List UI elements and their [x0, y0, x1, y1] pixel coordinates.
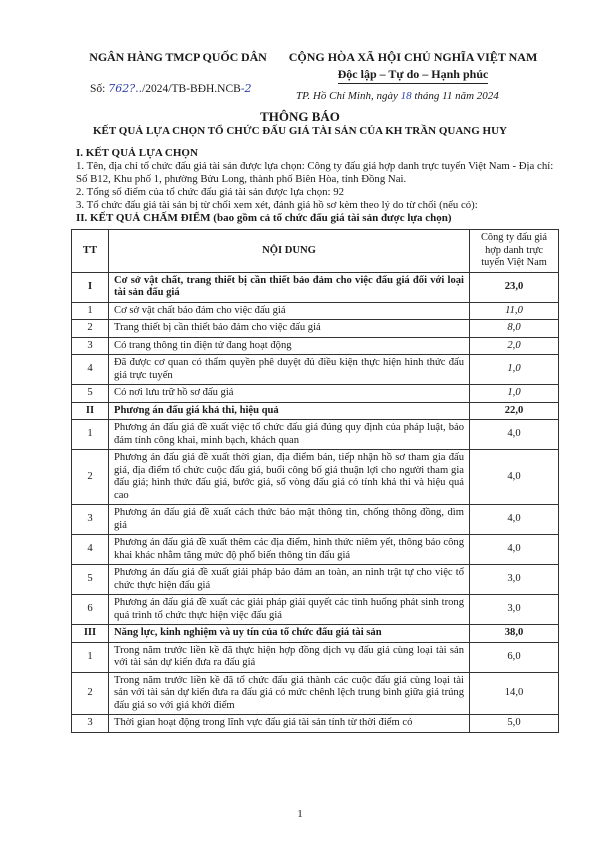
day-handwritten: 18	[400, 90, 412, 102]
section-selection-result	[76, 147, 556, 225]
row-score: 3,0	[470, 565, 559, 595]
table-header-row	[72, 230, 559, 273]
table-row	[72, 337, 559, 355]
table-row	[72, 320, 559, 338]
table-row	[72, 715, 559, 733]
row-tt: 1	[72, 302, 109, 320]
table-row	[72, 402, 559, 420]
row-content: Trang thiết bị cần thiết bảo đảm cho việc đấu giá	[109, 320, 470, 338]
row-content: Cơ sở vật chất, trang thiết bị cần thiết bảo đảm cho việc đấu giá đối với loại tài sản đấu giá	[109, 272, 470, 302]
row-score: 2,0	[470, 337, 559, 355]
table-row	[72, 595, 559, 625]
row-score: 4,0	[470, 420, 559, 450]
section-1-item-3: 3. Tổ chức đấu giá tài sản bị từ chối xem xét, đánh giá hồ sơ kèm theo lý do từ chối (nếu có):	[76, 199, 478, 211]
table-row	[72, 385, 559, 403]
row-content: Năng lực, kinh nghiệm và uy tín của tổ chức đấu giá tài sản	[109, 625, 470, 643]
row-content: Có trang thông tin điện tử đang hoạt động	[109, 337, 470, 355]
col-header-tt: TT	[72, 230, 109, 273]
place-date-prefix: TP. Hồ Chí Minh, ngày	[296, 90, 398, 102]
row-tt: 5	[72, 565, 109, 595]
row-score: 23,0	[470, 272, 559, 302]
table-row	[72, 672, 559, 715]
doc-number-handwritten-tail: -2	[240, 82, 252, 95]
nation-name: CỘNG HÒA XÃ HỘI CHỦ NGHĨA VIỆT NAM	[288, 50, 538, 64]
row-content: Cơ sở vật chất bảo đảm cho việc đấu giá	[109, 302, 470, 320]
row-content: Trong năm trước liền kề đã thực hiện hợp đồng dịch vụ đấu giá cùng loại tài sản với tài sản dự kiến đưa ra đấu giá	[109, 642, 470, 672]
row-tt: 1	[72, 420, 109, 450]
section-2-heading: II. KẾT QUẢ CHẤM ĐIỂM (bao gồm cả tổ chức đấu giá tài sản được lựa chọn)	[76, 212, 452, 224]
row-tt: 2	[72, 320, 109, 338]
row-content: Trong năm trước liền kề đã tổ chức đấu giá thành các cuộc đấu giá cùng loại tài sản với tài sản dự kiến đưa ra đấu giá có mức chênh lệch trung bình giữa giá trúng đấu giá so với giá khởi điểm	[109, 672, 470, 715]
row-score: 11,0	[470, 302, 559, 320]
row-tt: I	[72, 272, 109, 302]
row-score: 4,0	[470, 505, 559, 535]
row-tt: 4	[72, 535, 109, 565]
row-content: Có nơi lưu trữ hồ sơ đấu giá	[109, 385, 470, 403]
row-score: 3,0	[470, 595, 559, 625]
table-row	[72, 642, 559, 672]
national-header	[268, 50, 558, 84]
row-tt: 6	[72, 595, 109, 625]
row-content: Phương án đấu giá đề xuất việc tổ chức đấu giá đúng quy định của pháp luật, bảo đảm tính công khai, minh bạch, khách quan	[109, 420, 470, 450]
row-tt: 3	[72, 715, 109, 733]
row-score: 38,0	[470, 625, 559, 643]
row-content: Phương án đấu giá đề xuất thêm các địa điểm, hình thức niêm yết, thông báo công khai khác nhằm tăng mức độ phổ biến thông tin đấu giá	[109, 535, 470, 565]
row-content: Phương án đấu giá khả thi, hiệu quả	[109, 402, 470, 420]
table-row	[72, 505, 559, 535]
section-1-item-1: 1. Tên, địa chỉ tổ chức đấu giá tài sản được lựa chọn: Công ty đấu giá hợp danh trực tuyến Việt Nam - Địa chỉ: Số B12, Khu phố 1, phường Bửu Long, thành phố Biên Hòa, tỉnh Đồng Nai.	[76, 160, 554, 185]
row-content: Phương án đấu giá đề xuất thời gian, địa điểm bán, tiếp nhận hồ sơ tham gia đấu giá, địa điểm tổ chức cuộc đấu giá, buổi công bố giá thuận lợi cho người tham gia đấu giá; hình thức đấu giá, bước giá, số vòng đấu giá có tính khả thi và hiệu quả cao	[109, 450, 470, 505]
table-row	[72, 565, 559, 595]
place-date-suffix: tháng 11 năm 2024	[414, 90, 499, 102]
table-row	[72, 355, 559, 385]
row-score: 14,0	[470, 672, 559, 715]
row-tt: 1	[72, 642, 109, 672]
col-header-content: NỘI DUNG	[109, 230, 470, 273]
row-tt: 4	[72, 355, 109, 385]
document-title: THÔNG BÁO	[260, 109, 340, 124]
document-number	[90, 82, 252, 95]
row-content: Phương án đấu giá đề xuất cách thức bảo mật thông tin, chống thông đồng, dìm giá	[109, 505, 470, 535]
table-row	[72, 302, 559, 320]
doc-number-handwritten: 762?..	[108, 82, 143, 95]
table-row	[72, 535, 559, 565]
row-content: Thời gian hoạt động trong lĩnh vực đấu giá tài sản tính từ thời điểm có	[109, 715, 470, 733]
table-row	[72, 625, 559, 643]
col-header-score: Công ty đấu giá hợp danh trực tuyến Việt Nam	[470, 230, 559, 273]
row-score: 22,0	[470, 402, 559, 420]
doc-number-suffix: /2024/TB-BĐH.NCB	[142, 83, 241, 95]
section-1-item-2: 2. Tổng số điểm của tổ chức đấu giá tài sản được lựa chọn: 92	[76, 186, 345, 198]
document-subtitle: KẾT QUẢ LỰA CHỌN TỔ CHỨC ĐẤU GIÁ TÀI SẢN CỦA KH TRẦN QUANG HUY	[93, 125, 507, 137]
doc-number-prefix: Số:	[90, 83, 106, 95]
table-row	[72, 450, 559, 505]
row-score: 8,0	[470, 320, 559, 338]
row-content: Phương án đấu giá đề xuất các giải pháp giải quyết các tình huống phát sinh trong quá trình tổ chức thực hiện việc đấu giá	[109, 595, 470, 625]
row-score: 1,0	[470, 355, 559, 385]
row-tt: 2	[72, 672, 109, 715]
row-score: 1,0	[470, 385, 559, 403]
national-motto: Độc lập – Tự do – Hạnh phúc	[338, 67, 489, 84]
row-tt: II	[72, 402, 109, 420]
row-content: Phương án đấu giá đề xuất giải pháp bảo đảm an toàn, an ninh trật tự cho việc tổ chức thực hiện đấu giá	[109, 565, 470, 595]
row-score: 6,0	[470, 642, 559, 672]
section-1-heading: I. KẾT QUẢ LỰA CHỌN	[76, 147, 198, 159]
row-content: Đã được cơ quan có thẩm quyền phê duyệt đủ điều kiện thực hiện hình thức đấu giá trực tuyến	[109, 355, 470, 385]
row-score: 4,0	[470, 450, 559, 505]
place-date	[296, 90, 499, 102]
row-tt: 3	[72, 505, 109, 535]
row-tt: III	[72, 625, 109, 643]
row-score: 4,0	[470, 535, 559, 565]
table-row	[72, 420, 559, 450]
page-number: 1	[297, 808, 303, 820]
table-row	[72, 272, 559, 302]
row-tt: 2	[72, 450, 109, 505]
row-score: 5,0	[470, 715, 559, 733]
scoring-table	[71, 229, 559, 733]
row-tt: 5	[72, 385, 109, 403]
row-tt: 3	[72, 337, 109, 355]
issuer-name: NGÂN HÀNG TMCP QUỐC DÂN	[89, 50, 267, 64]
